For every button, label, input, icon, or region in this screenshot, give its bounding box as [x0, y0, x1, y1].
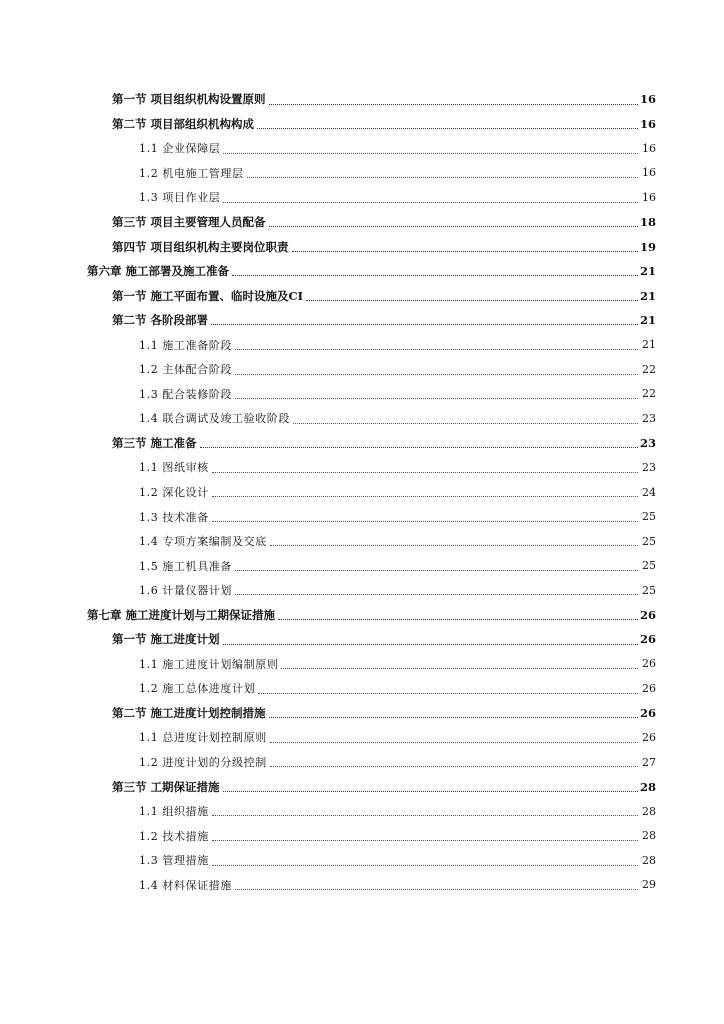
toc-dot-leader [235, 373, 638, 375]
toc-dot-leader [223, 152, 638, 154]
toc-subsection-entry[interactable] [0, 185, 724, 210]
toc-entry-title: 1.6 计量仪器计划 [139, 584, 232, 598]
toc-entry-title: 第三节 施工准备 [112, 435, 197, 450]
toc-page-number: 21 [639, 288, 656, 303]
toc-entry-title: 1.2 技术措施 [139, 829, 209, 843]
toc-entry-title: 1.1 企业保障层 [139, 142, 221, 156]
toc-entry-title: 1.1 施工进度计划编制原则 [139, 657, 279, 671]
toc-entry-title: 1.4 材料保证措施 [139, 878, 232, 892]
toc-entry-title: 1.1 施工准备阶段 [139, 338, 232, 352]
toc-dot-leader [258, 692, 638, 694]
toc-entry-title: 1.3 配合装修阶段 [139, 387, 232, 401]
toc-page-number: 28 [639, 779, 656, 794]
toc-entry-title: 第七章 施工进度计划与工期保证措施 [87, 607, 276, 622]
toc-section-entry[interactable] [0, 87, 724, 112]
toc-page-number: 26 [639, 632, 656, 647]
toc-page-number: 21 [642, 338, 656, 352]
toc-page-number: 16 [639, 92, 656, 107]
toc-dot-leader [211, 323, 638, 325]
toc-page-number: 28 [642, 804, 656, 818]
toc-entry-title: 1.2 主体配合阶段 [139, 363, 232, 377]
toc-dot-leader [270, 741, 638, 743]
toc-subsection-entry[interactable] [0, 480, 724, 505]
toc-dot-leader [212, 839, 638, 841]
toc-dot-leader [212, 495, 638, 497]
toc-page-number: 19 [639, 239, 656, 254]
toc-section-entry[interactable] [0, 627, 724, 652]
toc-page-number: 22 [642, 362, 656, 376]
toc-section-entry[interactable] [0, 774, 724, 799]
toc-dot-leader [223, 790, 638, 792]
toc-subsection-entry[interactable] [0, 382, 724, 407]
toc-page-number: 21 [639, 313, 656, 328]
toc-dot-leader [212, 814, 638, 816]
toc-chapter-entry[interactable] [0, 259, 724, 284]
toc-entry-title: 1.1 图纸审核 [139, 461, 209, 475]
toc-subsection-entry[interactable] [0, 676, 724, 701]
toc-subsection-entry[interactable] [0, 873, 724, 898]
toc-section-entry[interactable] [0, 701, 724, 726]
toc-entry-title: 第一节 施工进度计划 [112, 632, 220, 647]
toc-dot-leader [235, 593, 638, 595]
toc-dot-leader [235, 397, 638, 399]
toc-page-number: 26 [642, 657, 656, 671]
toc-dot-leader [235, 569, 638, 571]
toc-dot-leader [223, 201, 638, 203]
toc-dot-leader [269, 716, 638, 718]
toc-dot-leader [235, 348, 638, 350]
toc-entry-title: 1.3 项目作业层 [139, 191, 221, 205]
toc-dot-leader [212, 864, 638, 866]
toc-entry-title: 1.3 技术准备 [139, 510, 209, 524]
toc-subsection-entry[interactable] [0, 504, 724, 529]
toc-dot-leader [269, 225, 638, 227]
toc-section-entry[interactable] [0, 283, 724, 308]
toc-subsection-entry[interactable] [0, 529, 724, 554]
toc-entry-title: 1.2 进度计划的分级控制 [139, 756, 267, 770]
toc-page-number: 18 [639, 215, 656, 229]
toc-page-number: 26 [639, 607, 656, 622]
toc-dot-leader [278, 618, 638, 620]
toc-subsection-entry[interactable] [0, 823, 724, 848]
toc-page-number: 23 [642, 411, 656, 425]
toc-subsection-entry[interactable] [0, 652, 724, 677]
toc-subsection-entry[interactable] [0, 161, 724, 186]
toc-entry-title: 1.2 施工总体进度计划 [139, 682, 256, 696]
toc-page-number: 16 [639, 116, 656, 131]
toc-section-entry[interactable] [0, 210, 724, 235]
toc-entry-title: 1.2 机电施工管理层 [139, 166, 244, 180]
toc-subsection-entry[interactable] [0, 799, 724, 824]
toc-entry-title: 1.4 专项方案编制及交底 [139, 535, 267, 549]
toc-entry-title: 1.4 联合调试及竣工验收阶段 [139, 412, 290, 426]
toc-dot-leader [270, 544, 638, 546]
toc-entry-title: 第二节 项目部组织机构构成 [112, 116, 255, 131]
toc-dot-leader [270, 765, 638, 767]
toc-section-entry[interactable] [0, 234, 724, 259]
toc-page-number: 22 [642, 387, 656, 401]
toc-entry-title: 1.3 管理措施 [139, 854, 209, 868]
toc-subsection-entry[interactable] [0, 750, 724, 775]
toc-subsection-entry[interactable] [0, 332, 724, 357]
toc-subsection-entry[interactable] [0, 455, 724, 480]
toc-dot-leader [292, 250, 638, 252]
toc-page-number: 26 [642, 730, 656, 744]
toc-entry-title: 1.2 深化设计 [139, 486, 209, 500]
toc-dot-leader [306, 299, 638, 301]
toc-dot-leader [223, 643, 638, 645]
toc-entry-title: 1.1 总进度计划控制原则 [139, 731, 267, 745]
toc-entry-title: 第二节 各阶段部署 [112, 313, 209, 328]
toc-subsection-entry[interactable] [0, 406, 724, 431]
toc-dot-leader [257, 127, 638, 129]
toc-page-number: 23 [639, 435, 656, 450]
toc-subsection-entry[interactable] [0, 553, 724, 578]
toc-subsection-entry[interactable] [0, 725, 724, 750]
toc-page-number: 16 [642, 166, 656, 180]
toc-subsection-entry[interactable] [0, 848, 724, 873]
toc-dot-leader [281, 667, 638, 669]
toc-dot-leader [235, 888, 638, 890]
toc-page-number: 16 [642, 190, 656, 204]
toc-section-entry[interactable] [0, 308, 724, 333]
toc-entry-title: 第六章 施工部署及施工准备 [87, 264, 230, 279]
toc-chapter-entry[interactable] [0, 602, 724, 627]
toc-page-number: 25 [642, 583, 656, 597]
toc-page-number: 29 [642, 878, 656, 892]
toc-entry-title: 第二节 施工进度计划控制措施 [112, 705, 266, 720]
toc-section-entry[interactable] [0, 431, 724, 456]
toc-entry-title: 第一节 施工平面布置、临时设施及CI [112, 288, 304, 303]
toc-dot-leader [269, 103, 638, 105]
toc-page-number: 25 [642, 510, 656, 524]
toc-page-number: 23 [642, 460, 656, 474]
toc-subsection-entry[interactable] [0, 357, 724, 382]
toc-page-number: 28 [642, 853, 656, 867]
toc-subsection-entry[interactable] [0, 578, 724, 603]
toc-entry-title: 1.5 施工机具准备 [139, 559, 232, 573]
toc-page-number: 16 [642, 141, 656, 155]
toc-dot-leader [200, 446, 638, 448]
toc-page-number: 24 [642, 485, 656, 499]
toc-section-entry[interactable] [0, 112, 724, 137]
toc-dot-leader [247, 176, 638, 178]
toc-dot-leader [293, 422, 638, 424]
toc-entry-title: 第四节 项目组织机构主要岗位职责 [112, 239, 289, 254]
toc-page-number: 25 [642, 534, 656, 548]
toc-entry-title: 1.1 组织措施 [139, 805, 209, 819]
table-of-contents [0, 87, 724, 897]
toc-page-number: 26 [642, 681, 656, 695]
toc-page-number: 27 [642, 755, 656, 769]
toc-entry-title: 第一节 项目组织机构设置原则 [112, 92, 266, 107]
toc-page-number: 26 [639, 705, 656, 720]
toc-subsection-entry[interactable] [0, 136, 724, 161]
toc-entry-title: 第三节 项目主要管理人员配备 [112, 215, 266, 229]
toc-dot-leader [212, 471, 638, 473]
toc-page-number: 25 [642, 559, 656, 573]
toc-dot-leader [232, 274, 638, 276]
toc-entry-title: 第三节 工期保证措施 [112, 779, 220, 794]
toc-dot-leader [212, 520, 638, 522]
toc-page-number: 28 [642, 829, 656, 843]
toc-page-number: 21 [639, 264, 656, 279]
